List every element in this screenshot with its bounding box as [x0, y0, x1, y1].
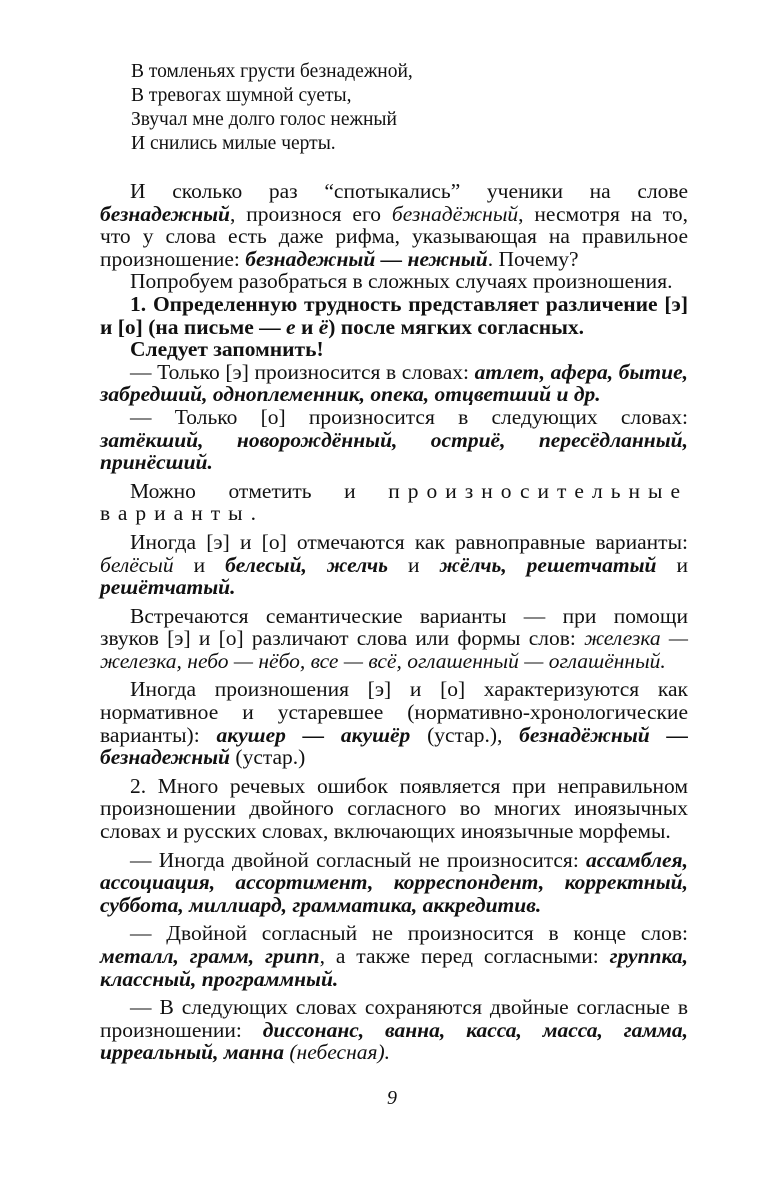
- main-text: [100, 180, 688, 1064]
- paragraph-intro: Попробуем разобраться в сложных случаях произношения.: [130, 269, 673, 294]
- text-span: .: [250, 501, 256, 526]
- example-words: акушер — акушёр: [216, 722, 411, 747]
- text-span: — Иногда двойной согласный не произносится:: [130, 847, 587, 872]
- example-words: металл, грамм, грипп: [100, 944, 320, 968]
- text-span: — Двойной согласный не произносится в конце слов:: [130, 921, 688, 946]
- example-word: безнадежный: [100, 201, 231, 226]
- poem-line: Звучал мне долго голос нежный: [131, 109, 397, 130]
- text-span: и: [387, 552, 440, 577]
- text-span: (небесная).: [284, 1040, 391, 1065]
- poem-line: И снились милые черты.: [131, 133, 336, 154]
- text-span: ) после мягких согласных.: [328, 314, 585, 339]
- example-word: безнадежный — нежный: [245, 246, 488, 271]
- text-span: и: [295, 314, 319, 339]
- text-span: Можно отметить и: [130, 478, 389, 503]
- text-span: Иногда произношения [э] и [о] характеризуются как нормативное и устаревшее (нормативно-хронологические варианты):: [100, 677, 688, 747]
- example-word: белёсый: [100, 552, 174, 577]
- text-span: [о] (на письме —: [112, 314, 287, 339]
- paragraph-double-end: [100, 922, 688, 990]
- text-span: Иногда [э] и [о] отмечаются как равноправные варианты:: [130, 529, 688, 554]
- example-words: железка — железка, небо — нёбо, все — всё, оглашенный — оглашённый.: [100, 626, 688, 673]
- example-word: жёлчь, решетчатый: [439, 552, 657, 577]
- text-span: 1. Определенную трудность представляет различение [э]: [130, 291, 688, 316]
- paragraph-point-2: 2. Много речевых ошибок появляется при неправильном произношении двойного согласного во многих иноязычных словах и русских словах, включающих иноязычные морфемы.: [100, 773, 688, 844]
- example-words: группка, классный, программный.: [100, 944, 689, 991]
- paragraph-double-kept: [100, 996, 688, 1064]
- page-number: 9: [387, 1087, 397, 1109]
- text-span: И сколько раз “спотыкались” ученики на слове: [130, 179, 688, 203]
- text-span: — Только [о] произносится в следующих словах:: [130, 404, 688, 429]
- example-words: атлет, афера, бытие, забредший, одноплеменник, опека, отцветший и др.: [100, 359, 688, 407]
- example-words: затёкший, новорождённый, остриё, пересёдланный, принёсший.: [100, 427, 688, 475]
- text-span: и: [656, 552, 688, 577]
- text-span: и: [100, 314, 113, 339]
- example-word: безнадёжный: [391, 201, 519, 226]
- example-letter: е: [286, 314, 296, 339]
- paragraph-variants: [100, 480, 688, 525]
- text-span: — В следующих словах сохраняются двойные согласные в произношении:: [100, 995, 688, 1042]
- text-span: , произнося его: [230, 201, 392, 226]
- text-span: (устар.): [230, 745, 306, 770]
- example-words: диссонанс, ванна, касса, масса, гамма, ирреальный, манна: [100, 1017, 688, 1065]
- example-word: решётчатый.: [100, 575, 236, 600]
- text-span: и: [173, 552, 226, 577]
- example-words: ассамблея, ассоциация, ассортимент, корреспондент, корректный, суббота, миллиард, грамматика, аккредитив.: [100, 847, 688, 917]
- paragraph-rhyme: [100, 180, 688, 270]
- example-words: безнадёжный — безнадежный: [100, 722, 688, 770]
- example-word: белесый, желчь: [225, 552, 388, 577]
- paragraph-o-only: [100, 406, 688, 474]
- text-span: , несмотря на то, что у слова есть даже рифма, указывающая на правильное произношение:: [100, 201, 688, 271]
- paragraph-e-only: [100, 361, 688, 406]
- paragraph-normative: [100, 678, 688, 768]
- example-letter: ё: [318, 314, 329, 339]
- text-span: — Только [э] произносится в словах:: [130, 359, 475, 384]
- paragraph-equal-variants: [100, 531, 688, 599]
- paragraph-semantic-variants: [100, 605, 688, 673]
- paragraph-double-not-pronounced: [100, 849, 688, 917]
- spaced-term: произносительные варианты: [100, 478, 688, 526]
- remember-heading: Следует запомнить!: [130, 337, 324, 362]
- poem-line: В тревогах шумной суеты,: [131, 85, 352, 106]
- poem-quote: [131, 60, 413, 156]
- paragraph-point-1: [100, 293, 688, 338]
- text-span: , а также перед согласными:: [319, 944, 610, 968]
- text-span: Встречаются семантические варианты — при помощи звуков [э] и [о] различают слова или формы слов:: [100, 603, 688, 651]
- text-span: (устар.),: [410, 722, 520, 747]
- poem-line: В томленьях грусти безнадежной,: [131, 61, 413, 82]
- text-span: . Почему?: [487, 246, 579, 271]
